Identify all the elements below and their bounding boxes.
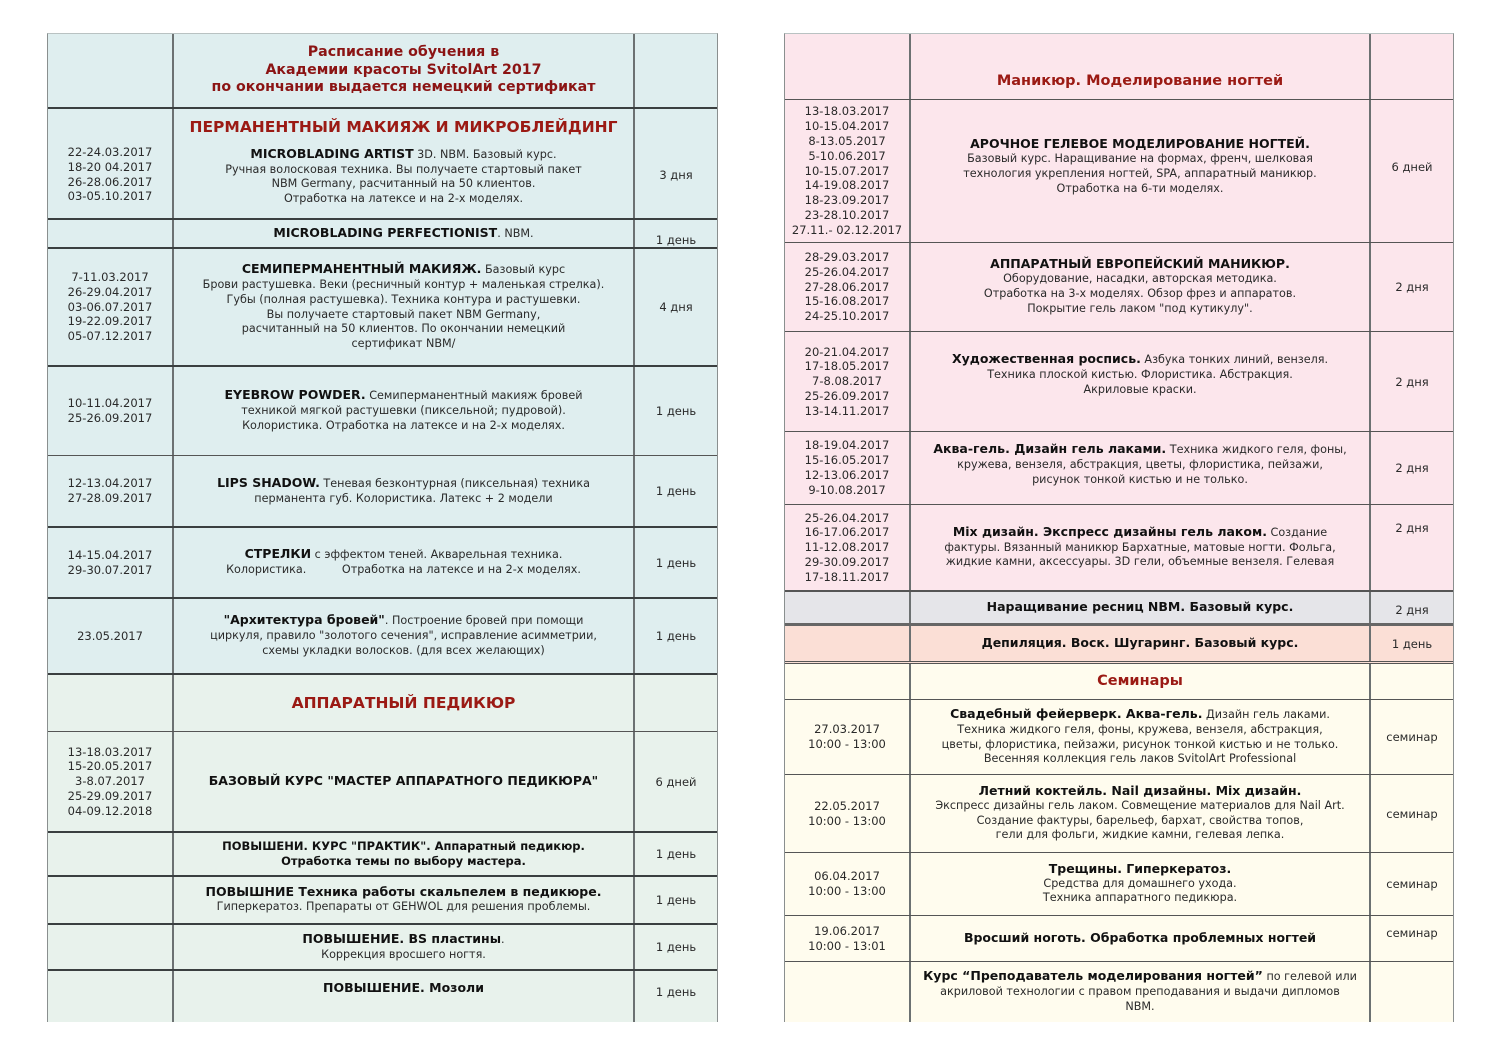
- date: 18-19.04.2017: [804, 438, 890, 453]
- seminar-name: Вросший ноготь. Обработка проблемных ногтей: [963, 930, 1317, 946]
- date: 22-24.03.2017: [67, 144, 153, 159]
- course-text: техникой мягкой растушевки (пиксельной; пудровой).: [241, 404, 566, 418]
- section-title-pmu: ПЕРМАНЕНТНЫЙ МАКИЯЖ И МИКРОБЛЕЙДИНГ: [189, 118, 618, 136]
- course-name: АППАРАТНЫЙ ЕВРОПЕЙСКИЙ МАНИКЮР.: [990, 256, 1290, 272]
- date: 29-30.07.2017: [67, 562, 153, 577]
- seminar-dates: [785, 700, 911, 774]
- course-text: по гелевой или: [1262, 970, 1357, 984]
- course-dates: [48, 367, 174, 455]
- course-row-depilation: [785, 626, 1453, 664]
- course-text: Семиперманентный макияж бровей: [365, 389, 583, 403]
- course-description: [911, 243, 1371, 331]
- course-text: Колористика. Отработка на латексе и на 2-х моделях.: [226, 563, 581, 576]
- course-row: [48, 109, 717, 220]
- date: 04-09.12.2018: [67, 803, 153, 818]
- course-row: [48, 599, 717, 675]
- seminar-text: Средства для домашнего ухода.: [1043, 876, 1237, 890]
- course-text: Базовый курс: [481, 263, 566, 277]
- course-text: .: [501, 932, 505, 946]
- seminar-row: [785, 916, 1453, 962]
- course-text: Покрытие гель лаком "под кутикулу".: [1027, 301, 1253, 315]
- course-text: Отработка на 3-х моделях. Обзор фрез и аппаратов.: [983, 287, 1297, 300]
- date: 27-28.09.2017: [67, 491, 153, 505]
- date: 03-05.10.2017: [67, 189, 153, 204]
- seminar-row: [785, 700, 1453, 775]
- seminar-text: Дизайн гель лаками.: [1202, 707, 1330, 721]
- seminar-description: [911, 775, 1371, 852]
- course-text: перманента губ. Колористика. Латекс + 2 модели: [254, 491, 553, 505]
- course-text: расчитанный на 50 клиентов. По окончании немецкий: [241, 322, 566, 336]
- course-dates: [785, 100, 911, 242]
- date: 3-8.07.2017: [75, 774, 145, 789]
- course-row: [48, 249, 717, 367]
- date: 05-07.12.2017: [67, 329, 153, 344]
- section-title-seminars: Семинары: [1097, 673, 1183, 690]
- course-text: фактуры. Вязанный маникюр Бархатные, матовые ногти. Фольга,: [944, 540, 1336, 554]
- course-text: Коррекция вросшего ногтя.: [321, 947, 486, 961]
- course-text: Азбука тонких линий, вензеля.: [1140, 353, 1329, 366]
- date: 10-15.07.2017: [804, 163, 890, 178]
- course-row: [48, 456, 717, 528]
- date-cell: [785, 34, 911, 99]
- seminar-type: семинар: [1386, 806, 1438, 821]
- time: 10:00 - 13:00: [808, 737, 886, 751]
- date: 25-26.04.2017: [804, 264, 890, 279]
- course-row: [785, 332, 1453, 432]
- course-row: [785, 505, 1453, 592]
- course-name: MICROBLADING PERFECTIONIST: [273, 224, 498, 240]
- schedule-title: [174, 34, 635, 107]
- date: 25-26.04.2017: [804, 510, 890, 525]
- course-name: ПОВЫШНИЕ Техника работы скальпелем в педикюре.: [205, 884, 602, 900]
- course-dates: [48, 925, 174, 969]
- date: 27.11.- 02.12.2017: [791, 222, 903, 237]
- course-text: Брови растушевка. Веки (ресничный контур + маленькая стрелка).: [202, 277, 605, 291]
- date: 24-25.10.2017: [804, 309, 890, 324]
- duration-cell: [635, 675, 717, 731]
- course-duration: 2 дня: [1395, 280, 1429, 294]
- course-name: Художественная роспись.: [951, 351, 1141, 366]
- date: 27-28.06.2017: [804, 279, 890, 294]
- course-duration: 6 дней: [1391, 160, 1433, 174]
- course-row-lashes: [785, 592, 1453, 626]
- section-header-row: [785, 664, 1453, 700]
- duration-cell: [1371, 34, 1453, 99]
- course-description: [174, 925, 635, 969]
- seminar-dates: [785, 775, 911, 852]
- course-name: Аква-гель. Дизайн гель лаками.: [933, 441, 1167, 456]
- date: 15-20.05.2017: [67, 759, 153, 774]
- course-text: Создание: [1266, 525, 1328, 539]
- course-row: [785, 432, 1453, 505]
- seminar-text: Техника аппаратного педикюра.: [1042, 891, 1238, 905]
- course-dates: [785, 332, 911, 431]
- date: 25-26.09.2017: [804, 388, 890, 403]
- course-description: [174, 599, 635, 673]
- course-text: NBM Germany, расчитанный на 50 клиентов.: [271, 177, 536, 191]
- seminar-type: семинар: [1386, 730, 1438, 744]
- date-cell: [48, 34, 174, 107]
- course-text: . Построение бровей при помощи: [384, 614, 584, 628]
- course-text: Ручная волосковая техника. Вы получаете стартовый пакет: [225, 162, 582, 176]
- seminar-row: [785, 853, 1453, 916]
- date: 17-18.05.2017: [804, 359, 890, 374]
- course-description: [911, 100, 1371, 242]
- date: 10-11.04.2017: [67, 396, 153, 411]
- seminar-text: Экспресс дизайны гель лаком. Совмещение материалов для Nail Art.: [935, 798, 1345, 812]
- course-name: СТРЕЛКИ: [244, 546, 312, 562]
- seminar-text: Весенняя коллекция гель лаков SvitolArt Professional: [983, 752, 1297, 766]
- schedule-header-row: [48, 34, 717, 109]
- date: 14-19.08.2017: [804, 178, 890, 193]
- course-dates: [48, 732, 174, 831]
- seminar-description: [911, 700, 1371, 774]
- course-description: [911, 592, 1371, 623]
- course-row-teacher: [785, 962, 1453, 1022]
- course-dates: [48, 528, 174, 597]
- time: 10:00 - 13:01: [808, 938, 886, 953]
- seminar-dates: [785, 853, 911, 915]
- course-description: [174, 220, 635, 247]
- date: 5-10.06.2017: [808, 148, 886, 163]
- course-duration: 1 день: [655, 847, 697, 861]
- seminar-text: гели для фольги, жидкие камни, гелевая лепка.: [995, 828, 1285, 842]
- course-dates: [785, 626, 911, 661]
- course-row: [48, 528, 717, 599]
- date: 13-18.03.2017: [804, 104, 890, 119]
- date: 17-18.11.2017: [804, 569, 890, 584]
- date: 25-26.09.2017: [67, 411, 153, 425]
- course-name: ПОВЫШЕНИ. КУРС "ПРАКТИК". Аппаратный педикюр.: [222, 839, 585, 854]
- course-text: 3D. NBM. Базовый курс.: [413, 147, 557, 161]
- section-title-cell: [174, 675, 635, 731]
- date: 7-8.08.2017: [812, 374, 882, 389]
- date: 11-12.08.2017: [804, 540, 890, 555]
- left-page: [47, 33, 718, 1022]
- date: 22.05.2017: [814, 798, 880, 813]
- course-text: с эффектом теней. Акварельная техника.: [311, 548, 563, 562]
- course-text: рисунок тонкой кистью и не только.: [1032, 472, 1248, 486]
- course-name: Курс “Преподаватель моделирования ногтей”: [923, 968, 1263, 984]
- course-duration: 1 день: [655, 893, 697, 907]
- date: 19-22.09.2017: [67, 314, 153, 329]
- duration-cell: [1371, 664, 1453, 699]
- course-duration: 3 дня: [659, 167, 693, 182]
- course-text: Оборудование, насадки, авторская методика.: [1003, 272, 1277, 286]
- course-text: NBM.: [1125, 999, 1155, 1013]
- course-duration: 1 день: [655, 940, 697, 954]
- course-duration: 1 день: [1391, 636, 1433, 651]
- date: 29-30.09.2017: [804, 554, 890, 569]
- date: 19.06.2017: [814, 923, 880, 938]
- date: 23.05.2017: [77, 628, 143, 643]
- date: 20-21.04.2017: [804, 344, 890, 359]
- course-description: [174, 877, 635, 923]
- date: 7-11.03.2017: [71, 270, 149, 284]
- date-cell: [785, 664, 911, 699]
- course-name: БАЗОВЫЙ КУРС "МАСТЕР АППАРАТНОГО ПЕДИКЮРА": [208, 773, 599, 789]
- course-text: жидкие камни, аксессуары. 3D гели, объемные вензеля. Гелевая: [945, 555, 1335, 569]
- date: 06.04.2017: [814, 869, 880, 884]
- course-dates: [48, 833, 174, 875]
- course-dates: [48, 599, 174, 673]
- course-dates: [785, 432, 911, 504]
- course-duration: 2 дня: [1395, 374, 1429, 389]
- course-duration: 1 день: [655, 555, 697, 570]
- course-name: АРОЧНОЕ ГЕЛЕВОЕ МОДЕЛИРОВАНИЕ НОГТЕЙ.: [970, 136, 1310, 152]
- title-line: по окончании выдается немецкий сертификат: [211, 79, 596, 96]
- title-line: Академии красоты SvitolArt 2017: [265, 61, 542, 78]
- course-name: ПОВЫШЕНИЕ. BS пластины: [302, 930, 501, 946]
- course-duration: 2 дня: [1395, 602, 1429, 617]
- course-name: Депиляция. Воск. Шугаринг. Базовый курс.: [981, 635, 1299, 651]
- course-dates: [785, 243, 911, 331]
- course-description: [911, 962, 1371, 1022]
- seminar-name: Свадебный фейерверк. Аква-гель.: [950, 705, 1203, 721]
- date: 26-29.04.2017: [67, 284, 153, 299]
- course-dates: [48, 109, 174, 218]
- seminar-row: [785, 775, 1453, 853]
- course-text: Акриловые краски.: [1083, 382, 1197, 396]
- date: 28-29.03.2017: [804, 250, 890, 264]
- course-dates: [785, 962, 911, 1022]
- course-row: [48, 833, 717, 877]
- course-row: [48, 877, 717, 925]
- course-name: Mix дизайн. Экспресс дизайны гель лаком.: [952, 523, 1267, 539]
- course-name: ПОВЫШЕНИЕ. Мозоли: [323, 980, 484, 995]
- course-dates: [785, 592, 911, 623]
- course-text: . NBM.: [497, 226, 534, 240]
- course-name: "Архитектура бровей": [223, 612, 385, 628]
- course-duration: 6 дней: [655, 774, 697, 789]
- seminar-text: Создание фактуры, барельеф, бархат, свойства топов,: [976, 813, 1304, 827]
- course-text: сертификат NBM/: [351, 337, 456, 351]
- seminar-name: Летний коктейль. Nail дизайны. Mix дизайн.: [978, 782, 1302, 798]
- course-name: MICROBLADING ARTIST: [250, 145, 414, 161]
- date: 8-13.05.2017: [808, 134, 886, 148]
- date: 12-13.04.2017: [67, 476, 153, 491]
- right-page: [784, 33, 1454, 1022]
- date: 26-28.06.2017: [67, 174, 153, 189]
- date: 25-29.09.2017: [67, 788, 153, 803]
- course-dates: [48, 249, 174, 365]
- seminar-text: Техника жидкого геля, фоны, кружева, вензеля, абстракция,: [957, 722, 1323, 736]
- course-row: [48, 925, 717, 971]
- course-row: [48, 220, 717, 249]
- course-duration: 2 дня: [1395, 461, 1429, 475]
- date: 12-13.06.2017: [804, 468, 890, 482]
- course-text: кружева, вензеля, абстракция, цветы, флористика, пейзажи,: [957, 457, 1323, 471]
- course-dates: [48, 220, 174, 247]
- course-description: [174, 109, 635, 218]
- section-title-pedicure: АППАРАТНЫЙ ПЕДИКЮР: [291, 693, 516, 712]
- course-text: Вы получаете стартовый пакет NBM Germany,: [266, 307, 541, 321]
- date: 14-15.04.2017: [67, 547, 153, 562]
- course-name: EYEBROW POWDER.: [224, 387, 366, 403]
- seminar-type: семинар: [1386, 926, 1438, 940]
- date: 23-28.10.2017: [804, 207, 890, 222]
- course-description: [911, 626, 1371, 661]
- date: 9-10.08.2017: [808, 482, 886, 497]
- date: 03-06.07.2017: [67, 299, 153, 314]
- course-text: Теневая безконтурная (пиксельная) техника: [319, 476, 590, 490]
- course-duration: 1 день: [655, 484, 697, 498]
- section-header-row: [48, 675, 717, 732]
- course-row: [785, 100, 1453, 243]
- date: 10-15.04.2017: [804, 119, 890, 134]
- course-duration: 1 день: [655, 985, 697, 999]
- course-duration: 1 день: [655, 404, 697, 418]
- date-cell: [48, 675, 174, 731]
- course-text: Отработка на латексе и на 2-х моделях.: [283, 192, 524, 206]
- date: 18-23.09.2017: [804, 193, 890, 208]
- course-text: Губы (полная растушевка). Техника контура и растушевки.: [226, 292, 581, 306]
- course-text: циркуля, правило "золотого сечения", исправление асимметрии,: [210, 629, 597, 643]
- date: 18-20 04.2017: [67, 159, 153, 174]
- course-text: Отработка на 6-ти моделях.: [1056, 181, 1224, 195]
- section-title-cell: [911, 34, 1371, 99]
- section-title-manicure: Маникюр. Моделирование ногтей: [996, 73, 1284, 90]
- time: 10:00 - 13:00: [808, 884, 886, 898]
- course-row: [785, 243, 1453, 332]
- course-duration: 1 день: [655, 232, 697, 247]
- course-text: технология укрепления ногтей, SPA, аппаратный маникюр.: [963, 167, 1317, 180]
- course-name: Наращивание ресниц NBM. Базовый курс.: [986, 599, 1294, 615]
- section-header-row: [785, 34, 1453, 100]
- course-duration: [1371, 962, 1453, 1022]
- date: 15-16.05.2017: [804, 453, 890, 468]
- course-row: [48, 732, 717, 833]
- seminar-description: [911, 853, 1371, 915]
- course-description: [174, 971, 635, 1022]
- seminar-text: цветы, флористика, пейзажи, рисунок тонкой кистью и не только.: [941, 737, 1339, 751]
- course-description: [174, 456, 635, 526]
- course-description: [174, 367, 635, 455]
- date: 16-17.06.2017: [804, 525, 890, 540]
- course-description: [911, 432, 1371, 504]
- course-row: [48, 367, 717, 456]
- course-duration: 1 день: [655, 629, 697, 643]
- course-duration: 2 дня: [1395, 521, 1429, 535]
- course-description: [911, 332, 1371, 431]
- course-name: СЕМИПЕРМАНЕНТНЫЙ МАКИЯЖ.: [241, 261, 482, 277]
- course-description: [911, 505, 1371, 590]
- seminar-name: Трещины. Гиперкератоз.: [1048, 860, 1232, 876]
- course-text: Техника плоской кистью. Флористика. Абстракция.: [987, 367, 1293, 381]
- course-dates: [48, 456, 174, 526]
- course-description: [174, 249, 635, 365]
- course-text: Техника жидкого геля, фоны,: [1166, 443, 1347, 456]
- date: 13-18.03.2017: [67, 744, 153, 759]
- course-description: [174, 528, 635, 597]
- course-description: [174, 732, 635, 831]
- duration-cell: [635, 34, 717, 107]
- date: 27.03.2017: [814, 722, 880, 737]
- course-dates: [48, 971, 174, 1022]
- course-text: схемы укладки волосков. (для всех желающих): [262, 643, 545, 657]
- course-name: LIPS SHADOW.: [217, 474, 320, 490]
- title-line: Расписание обучения в: [307, 44, 500, 61]
- course-row: [48, 971, 717, 1022]
- course-dates: [785, 505, 911, 590]
- course-text: Базовый курс. Наращивание на формах, френч, шелковая: [967, 152, 1313, 166]
- course-text: Колористика. Отработка на латексе и на 2-х моделях.: [242, 418, 565, 432]
- seminar-description: [911, 916, 1371, 961]
- time: 10:00 - 13:00: [808, 813, 886, 828]
- course-text: Гиперкератоз. Препараты от GEHWOL для решения проблемы.: [216, 900, 591, 913]
- course-name: Отработка темы по выбору мастера.: [281, 854, 526, 868]
- date: 13-14.11.2017: [804, 403, 890, 418]
- section-title-cell: [911, 664, 1371, 699]
- course-text: акриловой технологии с правом преподавания и выдачи дипломов: [940, 985, 1340, 999]
- date: 15-16.08.2017: [804, 294, 890, 309]
- course-dates: [48, 877, 174, 923]
- course-duration: 4 дня: [659, 300, 693, 314]
- course-description: [174, 833, 635, 875]
- seminar-type: семинар: [1386, 877, 1438, 891]
- seminar-dates: [785, 916, 911, 961]
